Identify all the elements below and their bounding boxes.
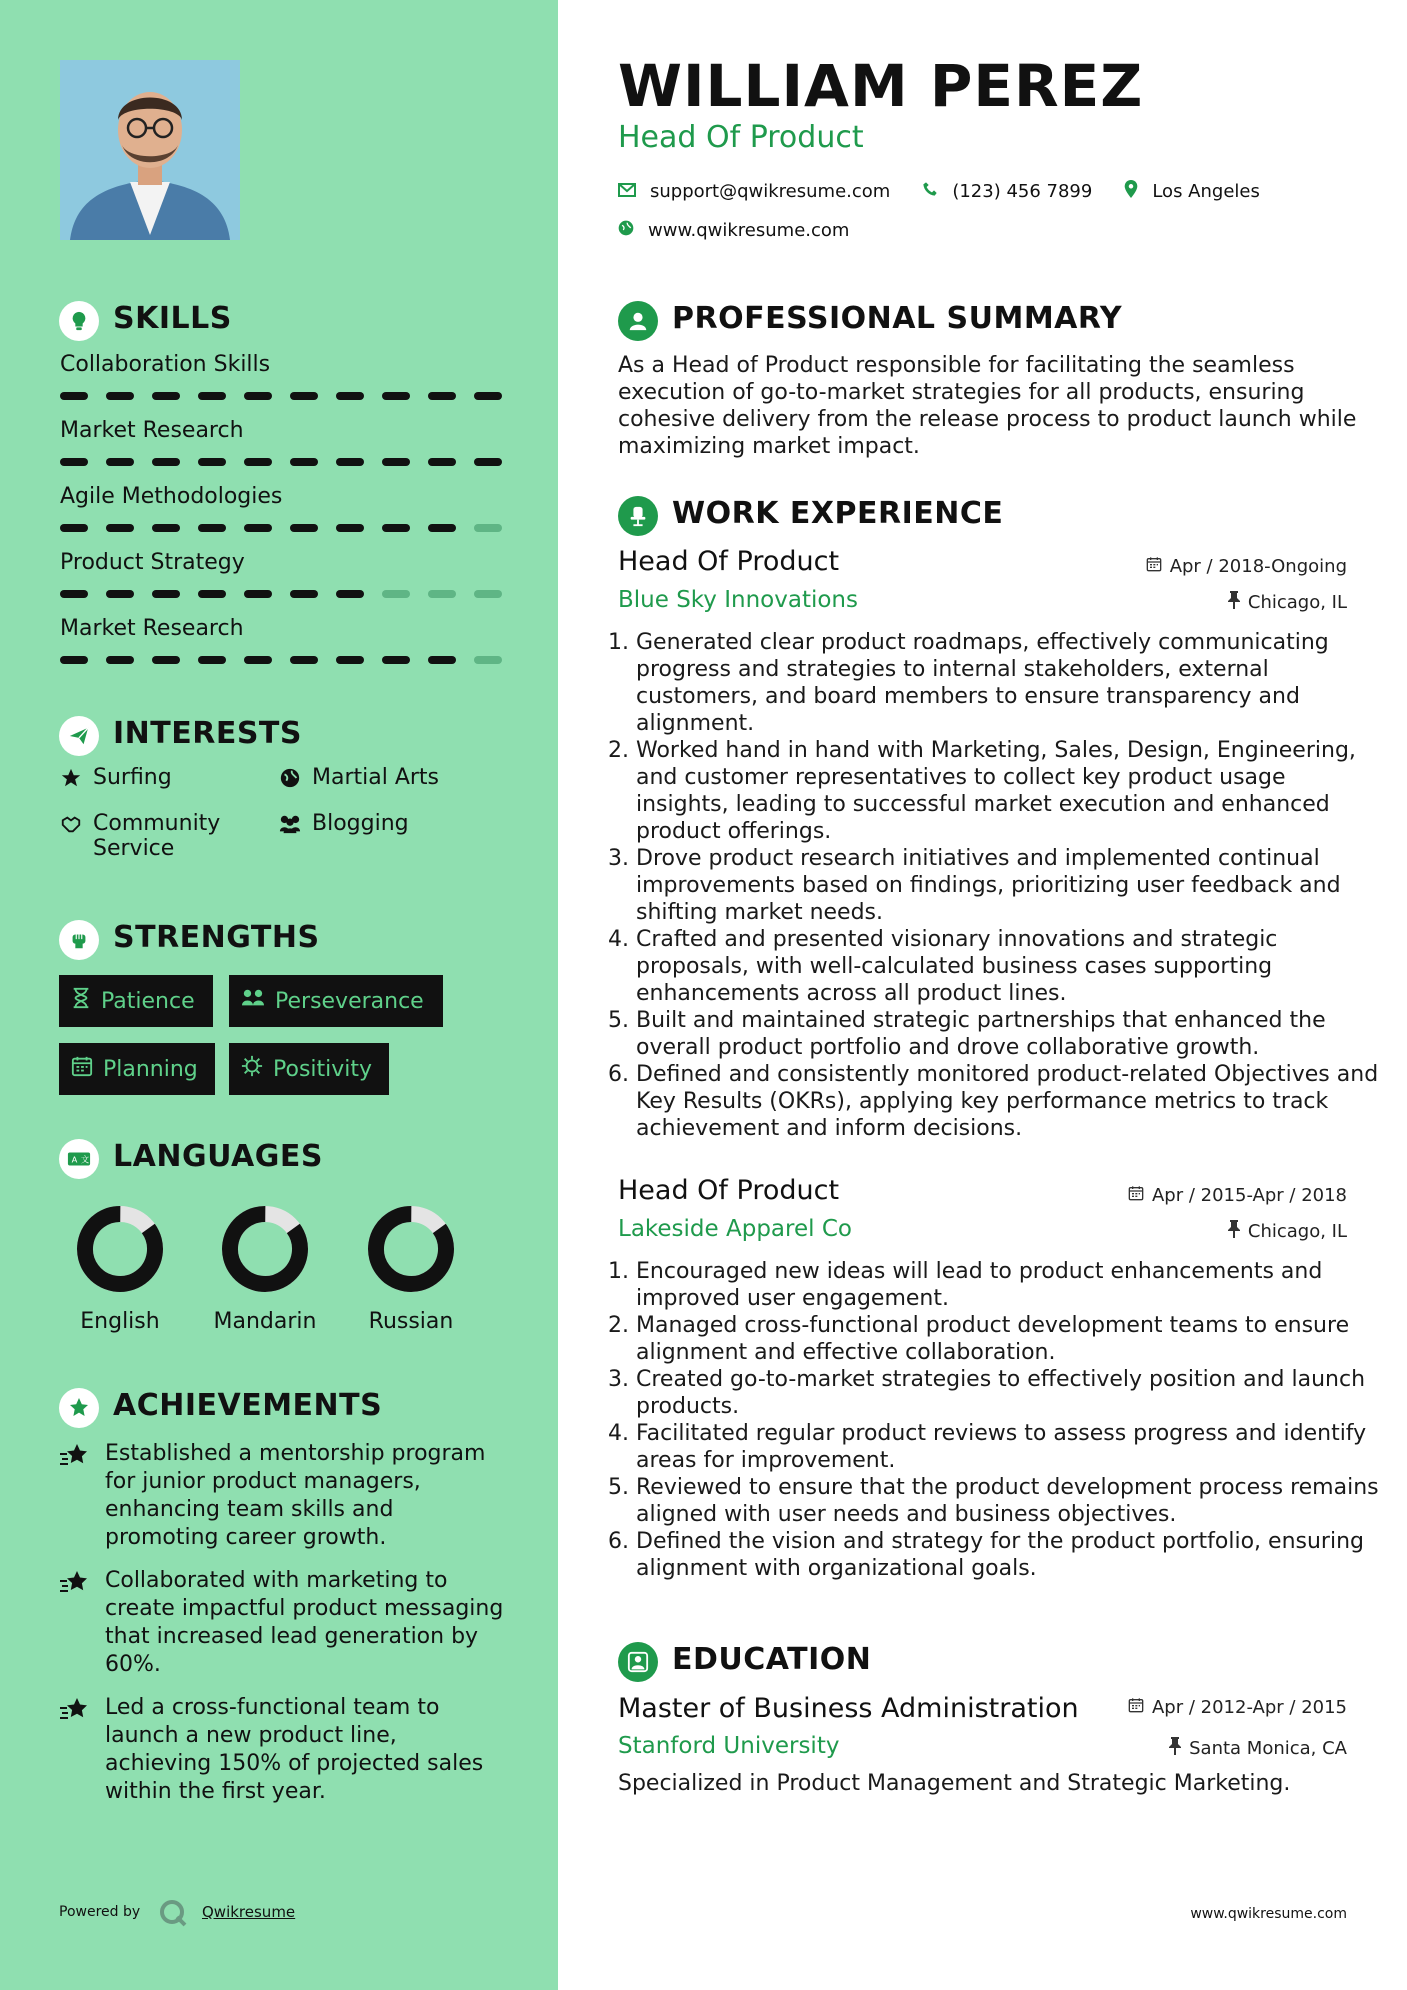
gear-icon xyxy=(241,1055,263,1083)
duty-item: 6. Defined the vision and strategy for the product portfolio, ensuring alignment with organizational goals. xyxy=(636,1528,1381,1582)
interest-label: Surfing xyxy=(93,765,172,790)
skill-level-segment xyxy=(198,656,226,664)
qwikresume-link[interactable]: Qwikresume xyxy=(202,1903,296,1921)
language-label: Mandarin xyxy=(213,1309,317,1334)
svg-text:文: 文 xyxy=(80,1154,90,1165)
achievement-text: Established a mentorship program for junior product managers, enhancing team skills and promoting career growth. xyxy=(105,1441,486,1550)
star-icon xyxy=(59,765,83,789)
skill-level-segment xyxy=(290,524,318,532)
interest-martial-arts xyxy=(278,765,508,790)
summary-heading: PROFESSIONAL SUMMARY xyxy=(672,301,1123,336)
star-hand-icon xyxy=(59,1567,91,1679)
skill-level-segment xyxy=(198,458,226,466)
language-label: Russian xyxy=(368,1309,454,1334)
job-title: Head Of Product xyxy=(618,546,840,577)
website-row xyxy=(618,220,849,241)
calendar-icon xyxy=(1128,1185,1144,1206)
duty-item: 4. Facilitated regular product reviews to assess progress and identify areas for improvement. xyxy=(636,1420,1381,1474)
star-hand-icon xyxy=(59,1694,91,1806)
skill-level-segment xyxy=(474,590,502,598)
skill-level-segment xyxy=(106,524,134,532)
skill-level-segment xyxy=(198,590,226,598)
skill-level-segment xyxy=(336,458,364,466)
users-icon xyxy=(241,987,265,1015)
strength-label: Planning xyxy=(103,1056,198,1082)
skill-level-segment xyxy=(428,458,456,466)
handshake-icon xyxy=(59,811,83,835)
briefcase-chair-icon xyxy=(618,496,658,536)
skill-level-segment xyxy=(382,590,410,598)
powered-by-label: Powered by xyxy=(59,1904,141,1920)
skill-level-segment xyxy=(106,656,134,664)
summary-text: As a Head of Product responsible for facilitating the seamless execution of go-to-market strategies for all products, ensuring cohesive delivery from the release process to product launch while maximizing market impact. xyxy=(618,353,1357,459)
strength-label: Perseverance xyxy=(275,988,424,1014)
duty-item: 2. Managed cross-functional product development teams to ensure alignment and effective collaboration. xyxy=(636,1312,1381,1366)
candidate-title: Head Of Product xyxy=(618,120,864,155)
skill-level-segment xyxy=(382,524,410,532)
map-pin-icon xyxy=(1124,180,1138,203)
skill-level-segment xyxy=(60,590,88,598)
interest-label: Martial Arts xyxy=(312,765,440,790)
education-location xyxy=(1169,1737,1347,1760)
skill-level-segment xyxy=(244,590,272,598)
ring-fill xyxy=(366,1204,456,1294)
skill-level-segment xyxy=(474,392,502,400)
job-dates-text: Apr / 2018-Ongoing xyxy=(1169,556,1347,577)
job-location xyxy=(1228,1220,1347,1243)
language-proficiency-ring xyxy=(75,1204,165,1294)
strength-label: Patience xyxy=(101,988,195,1014)
skill-level-segment xyxy=(244,656,272,664)
duty-item: 3. Created go-to-market strategies to effectively position and launch products. xyxy=(636,1366,1381,1420)
interest-surfing xyxy=(59,765,259,790)
skill-name: Product Strategy xyxy=(60,550,245,575)
skill-level-segment xyxy=(244,458,272,466)
skill-level-segment xyxy=(60,656,88,664)
skill-level-segment xyxy=(60,392,88,400)
strengths-heading: STRENGTHS xyxy=(113,920,320,955)
interest-community-service xyxy=(59,811,259,861)
skill-level-bar xyxy=(60,656,502,664)
job-company: Blue Sky Innovations xyxy=(618,587,858,613)
school-name: Stanford University xyxy=(618,1733,840,1759)
skill-level-segment xyxy=(382,458,410,466)
user-icon xyxy=(618,301,658,341)
job-location-text: Chicago, IL xyxy=(1247,592,1347,613)
skill-level-segment xyxy=(60,524,88,532)
skill-level-segment xyxy=(198,524,226,532)
education-location-text: Santa Monica, CA xyxy=(1189,1738,1347,1759)
skill-level-segment xyxy=(290,458,318,466)
skill-level-bar xyxy=(60,392,502,400)
strength-tag-planning xyxy=(59,1043,215,1095)
qwikresume-logo-icon xyxy=(158,1898,188,1932)
interest-label: Blogging xyxy=(312,811,409,836)
skill-level-segment xyxy=(474,656,502,664)
lightbulb-icon xyxy=(59,301,99,341)
education-dates xyxy=(1128,1697,1347,1718)
achievements-heading: ACHIEVEMENTS xyxy=(113,1388,383,1423)
job-duties xyxy=(618,1258,1381,1582)
pushpin-icon xyxy=(1228,1220,1240,1243)
duty-item: 2. Worked hand in hand with Marketing, Sales, Design, Engineering, and customer representatives to collect key product usage insights, leading to successful market execution and enhanced product offerings. xyxy=(636,737,1381,845)
phone-icon xyxy=(922,181,938,202)
profile-photo xyxy=(60,60,240,240)
hourglass-icon xyxy=(71,987,91,1015)
achievement-text: Collaborated with marketing to create impactful product messaging that increased lead generation by 60%. xyxy=(105,1568,504,1677)
graduate-icon xyxy=(618,1642,658,1682)
skill-level-bar xyxy=(60,458,502,466)
language-proficiency-ring xyxy=(220,1204,310,1294)
interest-blogging xyxy=(278,811,508,836)
ring-fill xyxy=(220,1204,310,1294)
job-dates-text: Apr / 2015-Apr / 2018 xyxy=(1151,1185,1347,1206)
language-label: English xyxy=(80,1309,160,1334)
calendar-icon xyxy=(1128,1697,1144,1718)
skill-level-segment xyxy=(244,524,272,532)
degree-title: Master of Business Administration xyxy=(618,1693,1079,1724)
sidebar xyxy=(0,0,558,1990)
skill-level-bar xyxy=(60,590,502,598)
skill-level-segment xyxy=(428,524,456,532)
contact-row xyxy=(618,180,1260,203)
job-dates xyxy=(1146,556,1347,577)
star-badge-icon xyxy=(59,1388,99,1428)
skill-level-segment xyxy=(106,590,134,598)
interests-heading: INTERESTS xyxy=(113,716,302,751)
skill-level-segment xyxy=(474,458,502,466)
duty-item: 3. Drove product research initiatives and implemented continual improvements based on findings, prioritizing user feedback and shifting market needs. xyxy=(636,845,1381,926)
languages-heading: LANGUAGES xyxy=(113,1139,323,1174)
duty-item: 5. Reviewed to ensure that the product development process remains aligned with user needs and business objectives. xyxy=(636,1474,1381,1528)
skill-level-segment xyxy=(244,392,272,400)
skill-level-bar xyxy=(60,524,502,532)
achievement-item xyxy=(59,1567,509,1679)
ring-fill xyxy=(75,1204,165,1294)
job-title: Head Of Product xyxy=(618,1175,840,1206)
skill-level-segment xyxy=(474,524,502,532)
skill-level-segment xyxy=(290,392,318,400)
skill-level-segment xyxy=(382,656,410,664)
fist-icon xyxy=(59,920,99,960)
envelope-icon xyxy=(618,181,636,202)
skill-level-segment xyxy=(336,656,364,664)
contact-phone[interactable]: (123) 456 7899 xyxy=(952,181,1093,202)
contact-location: Los Angeles xyxy=(1152,181,1260,202)
skill-level-segment xyxy=(152,524,180,532)
skill-level-segment xyxy=(198,392,226,400)
users-icon xyxy=(278,811,302,835)
contact-email[interactable]: support@qwikresume.com xyxy=(650,181,891,202)
skill-level-segment xyxy=(336,590,364,598)
achievement-item xyxy=(59,1440,509,1552)
experience-heading: WORK EXPERIENCE xyxy=(672,496,1004,531)
skill-level-segment xyxy=(290,590,318,598)
star-hand-icon xyxy=(59,1440,91,1552)
skill-name: Collaboration Skills xyxy=(60,352,271,377)
duty-item: 1. Encouraged new ideas will lead to product enhancements and improved user engagement. xyxy=(636,1258,1381,1312)
skill-level-segment xyxy=(152,392,180,400)
calendar-icon xyxy=(1146,556,1162,577)
skill-level-segment xyxy=(290,656,318,664)
calendar-icon xyxy=(71,1055,93,1083)
skill-level-segment xyxy=(152,458,180,466)
duty-item: 6. Defined and consistently monitored product-related Objectives and Key Results (OKRs), applying key performance metrics to track achievement and inform decisions. xyxy=(636,1061,1381,1142)
achievement-item xyxy=(59,1694,509,1806)
job-location xyxy=(1228,591,1347,614)
strength-tag-patience xyxy=(59,975,213,1027)
duty-item: 4. Crafted and presented visionary innovations and strategic proposals, with well-calculated business cases supporting enhancements across all product lines. xyxy=(636,926,1381,1007)
skill-level-segment xyxy=(428,656,456,664)
skill-level-segment xyxy=(152,656,180,664)
duty-item: 1. Generated clear product roadmaps, effectively communicating progress and strategies to internal stakeholders, external customers, and board members to ensure transparency and alignment. xyxy=(636,629,1381,737)
interest-label: Community Service xyxy=(93,811,221,861)
job-duties xyxy=(618,629,1381,1142)
contact-website[interactable]: www.qwikresume.com xyxy=(648,220,850,241)
skill-level-segment xyxy=(382,392,410,400)
skill-name: Market Research xyxy=(60,418,244,443)
pushpin-icon xyxy=(1169,1737,1181,1760)
skill-level-segment xyxy=(428,590,456,598)
skill-name: Agile Methodologies xyxy=(60,484,283,509)
achievement-text: Led a cross-functional team to launch a new product line, achieving 150% of projected sales within the first year. xyxy=(105,1695,484,1804)
skill-name: Market Research xyxy=(60,616,244,641)
education-note: Specialized in Product Management and Strategic Marketing. xyxy=(618,1771,1291,1796)
footer-website[interactable]: www.qwikresume.com xyxy=(1190,1906,1347,1922)
strength-label: Positivity xyxy=(273,1056,373,1082)
skill-level-segment xyxy=(106,392,134,400)
job-location-text: Chicago, IL xyxy=(1247,1221,1347,1242)
skill-level-segment xyxy=(428,392,456,400)
main-content xyxy=(558,0,1407,1990)
candidate-name: WILLIAM PEREZ xyxy=(618,52,1144,120)
strength-tag-positivity xyxy=(229,1043,389,1095)
education-heading: EDUCATION xyxy=(672,1642,872,1677)
svg-text:A: A xyxy=(71,1154,78,1165)
pushpin-icon xyxy=(1228,591,1240,614)
skills-heading: SKILLS xyxy=(113,301,232,336)
duty-item: 5. Built and maintained strategic partnerships that enhanced the overall product portfolio and drove collaborative growth. xyxy=(636,1007,1381,1061)
job-company: Lakeside Apparel Co xyxy=(618,1216,852,1242)
skill-level-segment xyxy=(336,524,364,532)
skill-level-segment xyxy=(106,458,134,466)
globe-icon xyxy=(618,220,634,241)
strength-tag-perseverance xyxy=(229,975,443,1027)
globe-icon xyxy=(278,765,302,789)
language-icon xyxy=(59,1139,99,1179)
job-dates xyxy=(1128,1185,1347,1206)
skill-level-segment xyxy=(336,392,364,400)
skill-level-segment xyxy=(152,590,180,598)
language-proficiency-ring xyxy=(366,1204,456,1294)
skill-level-segment xyxy=(60,458,88,466)
paper-plane-icon xyxy=(59,716,99,756)
education-dates-text: Apr / 2012-Apr / 2015 xyxy=(1151,1697,1347,1718)
